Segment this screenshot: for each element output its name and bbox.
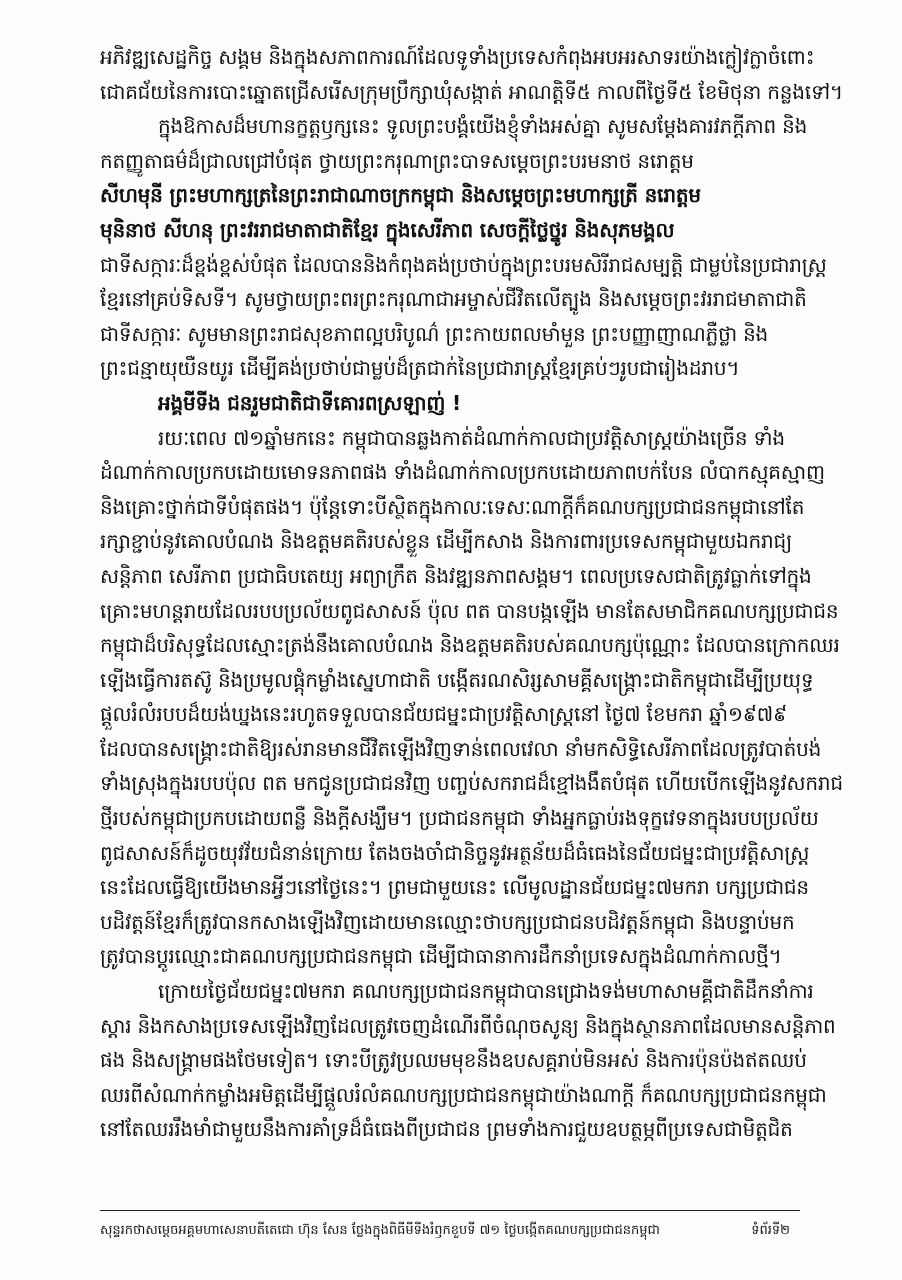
paragraph [100,421,870,975]
text-line: ក្រោយថ្ងៃជ័យជម្នះ៧មករា គណបក្សប្រជាជនកម្ពុជាបានជ្រោងទង់មហាសាមគ្គីជាតិដឹកនាំការ [158,979,814,1004]
page-footer [100,1218,790,1244]
text-line: ដំណាក់កាលប្រកបដោយមោទនភាពផង ទាំងដំណាក់កាលប្រកបដោយភាពបក់បែន លំបាកស្មុគស្មាញ [100,460,825,485]
text-line: អង្គមីទីង ជនរួមជាតិជាទីគោរពស្រឡាញ់ ! [158,390,461,415]
text-line: អភិវឌ្ឍសេដ្ឋកិច្ច សង្គម និងក្នុងសភាពការណ៍ដែលទូទាំងប្រទេសកំពុងអបអរសាទរយ៉ាងក្លៀវក្លាចំពោះ [100,45,815,69]
text-line: សីហមុនី ព្រះមហាក្សត្រនៃព្រះរាជាណាចក្រកម្ពុជា និងសម្តេចព្រះមហាក្សត្រី នរោត្តម [100,183,701,208]
text-line: ទាំងស្រុងក្នុងរបបប៉ុល ពត មកជូនប្រជាជនវិញ បញ្ចប់សករាជដ៏ខ្មៅងងឹតបំផុត ហើយបើកឡើងនូវសករាជ [100,771,843,796]
document-body [100,40,870,1200]
text-line: ឈរពីសំណាក់កម្លាំងអមិត្តដើម្បីផ្តួលរំលំគណបក្សប្រជាជនកម្ពុជាយ៉ាងណាក្តី ក៏គណបក្សប្រជាជនកម្ពុជា [100,1082,827,1107]
text-line: ឡើងធ្វើការតស៊ូ និងប្រមូលផ្តុំកម្លាំងស្នេហាជាតិ បង្កើតរណសិរ្សសាមគ្គីសង្គ្រោះជាតិកម្ពុជាដើម្បីប្រយុទ្ធ [100,667,814,692]
text-line: ដែលបានសង្គ្រោះជាតិឱ្យរស់រានមានជីវិតឡើងវិញទាន់ពេលវេលា នាំមកសិទ្ធិសេរីភាពដែលត្រូវបាត់បង់ [100,736,822,761]
text-line: កម្ពុជាដ៏បរិសុទ្ធដែលស្មោះត្រង់នឹងគោលបំណង និងឧត្តមគតិរបស់គណបក្សប៉ុណ្ណោះ ដែលបានក្រោកឈរ [100,633,840,658]
text-line: ក្នុងឱកាសដ៏មហានក្ខត្តឫក្សនេះ ទូលព្រះបង្គំយើងខ្ញុំទាំងអស់គ្នា សូមសម្តែងគារវភក្តីភាព និង [158,114,808,139]
text-line: សន្តិភាព សេរីភាព ប្រជាធិបតេយ្យ អព្យាក្រឹត និងវឌ្ឍនភាពសង្គម។ ពេលប្រទេសជាតិត្រូវធ្លាក់ទៅក្នុង [100,563,812,588]
paragraph [100,40,870,109]
text-line: រក្សាខ្ជាប់នូវគោលបំណង និងឧត្តមគតិរបស់ខ្លួន ដើម្បីកសាង និងការពារប្រទេសកម្ពុជាមួយឯករាជ្យ [100,529,792,554]
paragraph [100,386,870,421]
text-line: ជាទីសក្ការៈ សូមមានព្រះរាជសុខភាពល្អបរិបូណ៌ ព្រះកាយពលមាំមួន ព្រះបញ្ញាញាណភ្លឺថ្លា និង [100,321,769,346]
text-line: នេះដែលធ្វើឱ្យយើងមានអ្វីៗនៅថ្ងៃនេះ។ ព្រមជាមួយនេះ លើមូលដ្ឋានជ័យជម្នះ៧មករា បក្សប្រជាជន [100,875,809,900]
text-line: រយៈពេល ៧១ឆ្នាំមកនេះ កម្ពុជាបានឆ្លងកាត់ដំណាក់កាលជាប្រវត្តិសាស្ត្រយ៉ាងច្រើន ទាំង [158,425,785,450]
paragraph [100,974,870,1147]
text-line: ពូជសាសន៍ក៏ដូចយុវវ័យជំនាន់ក្រោយ តែងចងចាំជានិច្ចនូវអត្ថន័យដ៏ធំធេងនៃជ័យជម្នះជាប្រវត្តិសាស្ត្រ [100,840,810,865]
text-line: មុនិនាថ សីហនុ ព្រះវររាជមាតាជាតិខ្មែរ ក្នុងសេរីភាព សេចក្តីថ្លៃថ្នូរ និងសុភមង្គល [100,217,675,242]
footer-caption: សុន្ទរកថាសម្តេចអគ្គមហាសេនាបតីតេជោ ហ៊ុន សែន ថ្លែងក្នុងពិធីមីទីងរំឭកខួបទី ៧១ ថ្ងៃបង្កើតគណបក្សប្រជាជនកម្ពុជា [100,1223,660,1238]
text-line: ព្រះជន្មាយុយឺនយូរ ដើម្បីគង់ប្រថាប់ជាម្លប់ដ៏ត្រជាក់នៃប្រជារាស្ត្រខ្មែរគ្រប់ៗរូបជារៀងដរាប។ [100,356,740,381]
text-line: ជាទីសក្ការៈដ៏ខ្ពង់ខ្ពស់បំផុត ដែលបាននិងកំពុងគង់ប្រថាប់ក្នុងព្រះបរមសិរីរាជសម្បត្តិ ជាម្លប់នៃប្រជារាស្ត្រ [100,252,827,277]
paragraph [100,109,870,386]
page-number: ទំព័រទី២ [751,1223,790,1238]
text-line: បដិវត្តន៍ខ្មែរក៏ត្រូវបានកសាងឡើងវិញដោយមានឈ្មោះថាបក្សប្រជាជនបដិវត្តន៍កម្ពុជា និងបន្ទាប់មក [100,909,795,934]
text-line: ថ្មីរបស់កម្ពុជាប្រកបដោយពន្លឺ និងក្តីសង្ឃឹម។ ប្រជាជនកម្ពុជា ទាំងអ្នកធ្លាប់រងទុក្ខវេទនាក្នុងរបបប្រល័យ [100,806,819,831]
text-line: ត្រូវបានប្តូរឈ្មោះជាគណបក្សប្រជាជនកម្ពុជា ដើម្បីជាធានាការដឹកនាំប្រទេសក្នុងដំណាក់កាលថ្មី។ [100,944,782,969]
text-line: កតញ្ញូតាធម៌ដ៏ជ្រាលជ្រៅបំផុត ថ្វាយព្រះករុណាព្រះបាទសម្តេចព្រះបរមនាថ នរោត្តម [100,148,694,173]
text-line: ស្តារ និងកសាងប្រទេសឡើងវិញដែលត្រូវចេញដំណើរពីចំណុចសូន្យ និងក្នុងស្ថានភាពដែលមានសន្តិភាព [100,1013,836,1038]
text-line: ផង និងសង្គ្រាមផងថែមទៀត។ ទោះបីត្រូវប្រឈមមុខនឹងឧបសគ្គរាប់មិនអស់ និងការប៉ុនប៉ងឥតឈប់ [100,1048,807,1073]
text-line: ជោគជ័យនៃការបោះឆ្នោតជ្រើសរើសក្រុមប្រឹក្សាឃុំសង្កាត់ អាណត្តិទី៥ កាលពីថ្ងៃទី៥ ខែមិថុនា កន្លងទៅ។ [100,79,843,104]
text-line: ខ្មែរនៅគ្រប់ទិសទី។ សូមថ្វាយព្រះពរព្រះករុណាជាអម្ចាស់ជីវិតលើត្បូង និងសម្តេចព្រះវររាជមាតាជាតិ [100,287,807,312]
text-line: និងគ្រោះថ្នាក់ជាទីបំផុតផង។ ប៉ុន្តែទោះបីស្ថិតក្នុងកាលៈទេសៈណាក្តីក៏គណបក្សប្រជាជនកម្ពុជានៅតែ [100,494,805,519]
footer-divider [100,1210,800,1211]
text-line: ផ្តួលរំលំរបបដ៏យង់ឃ្នងនេះរហូតទទួលបានជ័យជម្នះជាប្រវត្តិសាស្ត្រនៅ ថ្ងៃ៧ ខែមករា ឆ្នាំ១៩៧៩ [100,702,787,727]
text-line: នៅតែឈររឹងមាំជាមួយនឹងការគាំទ្រដ៏ធំធេងពីប្រជាជន ព្រមទាំងការជួយឧបត្ថម្ភពីប្រទេសជាមិត្តជិត [100,1117,793,1142]
text-line: គ្រោះមហន្តរាយដែលរបបប្រល័យពូជសាសន៍ ប៉ុល ពត បានបង្កឡើង មានតែសមាជិកគណបក្សប្រជាជន [100,598,839,623]
